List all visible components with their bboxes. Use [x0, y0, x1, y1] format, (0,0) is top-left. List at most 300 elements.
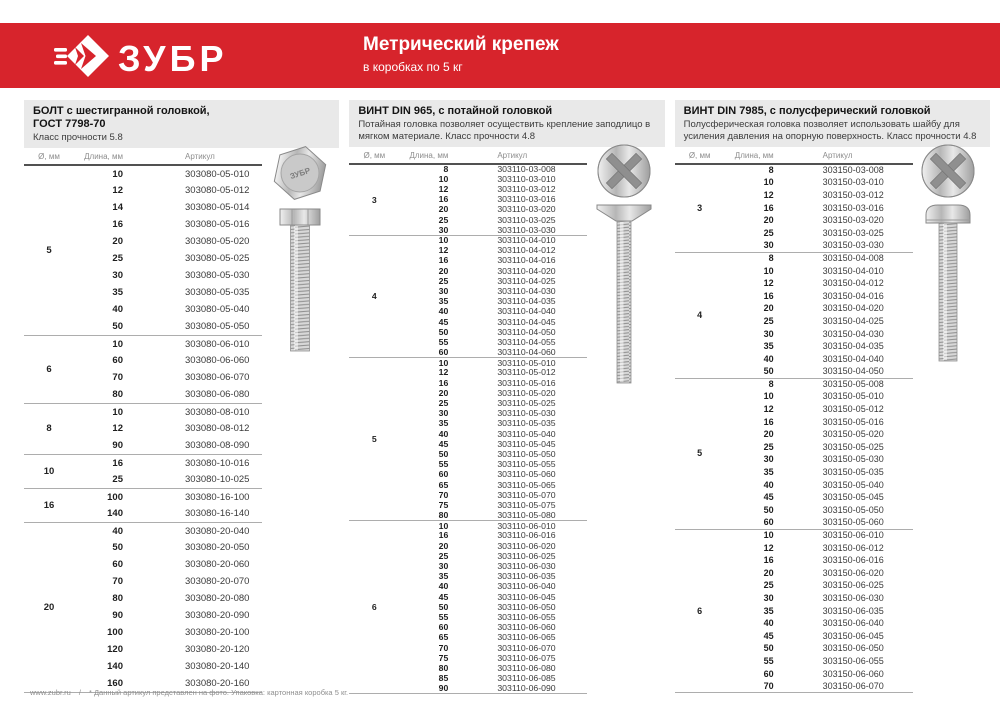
column-header-article: Артикул [185, 152, 215, 162]
length-cell: 40 [112, 525, 123, 537]
length-cell: 30 [763, 328, 774, 339]
length-cell: 10 [763, 177, 774, 188]
article-cell: 303080-20-070 [185, 576, 250, 588]
article-cell: 303150-05-008 [822, 379, 884, 390]
article-cell: 303110-05-020 [497, 387, 556, 398]
length-cell: 30 [438, 224, 449, 235]
article-cell: 303150-06-012 [822, 542, 884, 553]
page-title: Метрический крепеж [363, 34, 559, 55]
article-cell: 303150-04-008 [822, 253, 884, 264]
section-description: Класс прочности 5.8 [33, 132, 123, 144]
article-cell: 303110-05-012 [497, 367, 556, 378]
article-cell: 303150-06-070 [822, 680, 884, 691]
column-header-article: Артикул [497, 151, 528, 160]
article-cell: 303110-05-055 [497, 459, 556, 470]
length-cell: 90 [112, 610, 123, 622]
length-cell: 8 [768, 379, 774, 390]
article-cell: 303110-03-010 [497, 173, 556, 184]
length-cell: 8 [443, 164, 449, 175]
article-cell: 303150-06-035 [822, 605, 884, 616]
diameter-cell: 3 [697, 202, 703, 213]
length-cell: 16 [112, 219, 123, 231]
article-cell: 303150-06-025 [822, 580, 884, 591]
length-cell: 16 [438, 377, 449, 388]
length-cell: 55 [763, 655, 774, 666]
article-cell: 303150-04-016 [822, 290, 884, 301]
footer-divider: / [78, 688, 81, 697]
article-cell: 303110-06-020 [497, 540, 556, 551]
article-cell: 303110-04-045 [497, 316, 556, 327]
article-cell: 303110-06-016 [497, 530, 556, 541]
column-header-length: Длина, мм [84, 152, 123, 162]
table-row [675, 378, 913, 391]
article-cell: 303080-05-014 [185, 202, 250, 214]
diameter-cell: 5 [697, 448, 703, 459]
article-cell: 303110-04-020 [497, 265, 556, 276]
article-cell: 303150-04-050 [822, 366, 884, 377]
section-hex-bolt [24, 100, 339, 694]
article-cell: 303110-04-030 [497, 285, 556, 296]
length-cell: 90 [438, 683, 449, 694]
length-cell: 40 [112, 304, 123, 316]
table-row [24, 335, 262, 352]
article-cell: 303080-05-020 [185, 236, 250, 248]
length-cell: 16 [438, 255, 449, 266]
length-cell: 55 [438, 459, 449, 470]
length-cell: 30 [112, 270, 123, 282]
length-cell: 10 [763, 265, 774, 276]
article-cell: 303080-05-010 [185, 168, 250, 180]
length-cell: 35 [438, 418, 449, 429]
footer [30, 688, 348, 697]
length-cell: 35 [763, 605, 774, 616]
article-cell: 303150-04-025 [822, 315, 884, 326]
article-cell: 303080-20-140 [185, 661, 250, 673]
diameter-cell: 4 [697, 309, 703, 320]
diameter-group [24, 165, 262, 335]
article-cell: 303080-06-010 [185, 338, 250, 350]
article-cell: 303110-06-070 [497, 642, 556, 653]
length-cell: 100 [107, 491, 123, 503]
table-row [349, 164, 587, 174]
length-cell: 60 [112, 559, 123, 571]
length-cell: 10 [438, 357, 449, 368]
diameter-cell: 10 [43, 465, 55, 477]
article-cell: 303150-05-025 [822, 441, 884, 452]
length-cell: 65 [438, 632, 449, 643]
article-cell: 303110-05-035 [497, 418, 556, 429]
length-cell: 80 [438, 662, 449, 673]
footer-note: * Данный артикул представлен на фото. Упаковка: картонная коробка 5 кг. [88, 688, 349, 697]
diameter-cell: 8 [46, 423, 52, 435]
length-cell: 10 [112, 406, 123, 418]
header-band [0, 23, 1000, 88]
length-cell: 70 [763, 680, 774, 691]
article-cell: 303110-04-025 [497, 275, 556, 286]
hex-bolt-photo [257, 143, 343, 360]
length-cell: 40 [438, 428, 449, 439]
article-cell: 303110-04-035 [497, 296, 556, 307]
length-cell: 55 [438, 336, 449, 347]
article-cell: 303080-08-090 [185, 440, 250, 451]
diameter-group [675, 529, 913, 693]
length-cell: 20 [763, 429, 774, 440]
length-cell: 16 [763, 555, 774, 566]
length-cell: 30 [763, 454, 774, 465]
diameter-cell: 5 [46, 245, 52, 256]
article-cell: 303150-03-025 [822, 227, 884, 238]
length-cell: 40 [438, 306, 449, 317]
article-cell: 303150-05-045 [822, 492, 884, 503]
article-cell: 303110-05-040 [497, 428, 556, 439]
length-cell: 20 [438, 265, 449, 276]
article-cell: 303150-05-010 [822, 391, 884, 402]
diameter-group [675, 164, 913, 252]
length-cell: 60 [438, 469, 449, 480]
length-cell: 16 [763, 290, 774, 301]
article-cell: 303110-06-060 [497, 622, 556, 633]
length-cell: 50 [112, 542, 123, 554]
length-cell: 10 [438, 235, 449, 246]
section-countersunk-screw [349, 100, 664, 694]
article-cell: 303080-06-070 [185, 372, 250, 384]
page-subtitle: в коробках по 5 кг [363, 60, 463, 74]
table-row [24, 403, 262, 420]
diameter-group [675, 378, 913, 529]
table-row [675, 164, 913, 177]
article-cell: 303080-05-035 [185, 287, 250, 299]
length-cell: 20 [763, 215, 774, 226]
article-cell: 303150-05-012 [822, 404, 884, 415]
diameter-cell: 4 [371, 291, 377, 302]
length-cell: 60 [763, 668, 774, 679]
length-cell: 30 [438, 561, 449, 572]
article-cell: 303110-03-008 [497, 164, 556, 175]
length-cell: 50 [438, 326, 449, 337]
article-cell: 303110-06-050 [497, 601, 556, 612]
length-cell: 45 [763, 630, 774, 641]
article-cell: 303110-06-040 [497, 581, 556, 592]
length-cell: 16 [763, 416, 774, 427]
diameter-cell: 6 [371, 601, 377, 612]
column-header-length: Длина, мм [734, 151, 774, 160]
article-cell: 303110-05-075 [497, 499, 556, 510]
section-title: БОЛТ с шестигранной головкой, [33, 105, 210, 117]
spec-table [24, 152, 262, 693]
length-cell: 25 [438, 550, 449, 561]
article-cell: 303080-20-120 [185, 644, 250, 656]
length-cell: 30 [763, 592, 774, 603]
article-cell: 303110-03-030 [497, 224, 556, 235]
length-cell: 40 [763, 479, 774, 490]
length-cell: 140 [107, 508, 123, 519]
length-cell: 85 [438, 673, 449, 684]
countersunk-screw-photo [587, 143, 661, 398]
article-cell: 303080-10-016 [185, 457, 250, 469]
article-cell: 303110-06-065 [497, 632, 556, 643]
article-cell: 303110-05-045 [497, 438, 556, 449]
length-cell: 25 [763, 580, 774, 591]
diameter-group [24, 522, 262, 692]
table-row [24, 488, 262, 505]
article-cell: 303150-03-016 [822, 202, 884, 213]
article-cell: 303080-20-040 [185, 525, 250, 537]
spec-table [675, 151, 913, 693]
length-cell: 45 [438, 591, 449, 602]
table-row [24, 454, 262, 471]
article-cell: 303110-04-012 [497, 245, 556, 256]
diameter-group [24, 335, 262, 403]
article-cell: 303150-06-045 [822, 630, 884, 641]
article-cell: 303150-03-030 [822, 240, 884, 251]
length-cell: 50 [112, 321, 123, 332]
article-cell: 303080-20-060 [185, 559, 250, 571]
column-header-length: Длина, мм [409, 151, 449, 160]
length-cell: 20 [438, 387, 449, 398]
section-info-box [675, 100, 990, 147]
article-cell: 303150-04-020 [822, 303, 884, 314]
length-cell: 25 [438, 275, 449, 286]
article-cell: 303110-05-065 [497, 479, 556, 490]
article-cell: 303150-04-010 [822, 265, 884, 276]
article-cell: 303110-06-045 [497, 591, 556, 602]
diameter-group [24, 403, 262, 454]
article-cell: 303110-05-030 [497, 408, 556, 419]
article-cell: 303110-06-090 [497, 683, 556, 694]
article-cell: 303080-16-100 [185, 491, 250, 503]
article-cell: 303080-08-012 [185, 423, 250, 435]
diameter-cell: 20 [43, 601, 55, 613]
article-cell: 303150-04-012 [822, 278, 884, 289]
length-cell: 45 [438, 316, 449, 327]
article-cell: 303150-06-030 [822, 592, 884, 603]
diameter-group [349, 521, 587, 694]
length-cell: 12 [438, 184, 449, 195]
length-cell: 12 [763, 542, 774, 553]
length-cell: 16 [438, 530, 449, 541]
length-cell: 140 [107, 661, 123, 673]
length-cell: 25 [438, 214, 449, 225]
article-cell: 303080-20-080 [185, 593, 250, 605]
article-cell: 303110-05-016 [497, 377, 556, 388]
diameter-group [675, 252, 913, 378]
length-cell: 60 [438, 622, 449, 633]
article-cell: 303150-05-050 [822, 504, 884, 515]
article-cell: 303110-05-050 [497, 448, 556, 459]
length-cell: 80 [112, 389, 123, 400]
article-cell: 303110-06-035 [497, 571, 556, 582]
article-cell: 303080-20-160 [185, 678, 250, 689]
article-cell: 303080-10-025 [185, 474, 250, 485]
article-cell: 303150-06-060 [822, 668, 884, 679]
table-row [675, 252, 913, 265]
length-cell: 70 [112, 372, 123, 384]
table-row [349, 521, 587, 531]
length-cell: 16 [438, 194, 449, 205]
article-cell: 303110-05-010 [497, 357, 556, 368]
article-cell: 303150-05-040 [822, 479, 884, 490]
length-cell: 30 [763, 240, 774, 251]
section-pan-head-screw [675, 100, 990, 694]
length-cell: 35 [763, 467, 774, 478]
length-cell: 10 [763, 391, 774, 402]
article-cell: 303150-04-035 [822, 341, 884, 352]
table-row [349, 358, 587, 368]
length-cell: 40 [763, 618, 774, 629]
pan-head-screw-photo [908, 143, 988, 378]
length-cell: 75 [438, 652, 449, 663]
article-cell: 303150-06-016 [822, 555, 884, 566]
length-cell: 45 [763, 492, 774, 503]
length-cell: 20 [438, 540, 449, 551]
length-cell: 50 [763, 366, 774, 377]
length-cell: 8 [768, 165, 774, 176]
length-cell: 25 [763, 441, 774, 452]
length-cell: 8 [768, 253, 774, 264]
article-cell: 303110-04-040 [497, 306, 556, 317]
length-cell: 40 [763, 353, 774, 364]
article-cell: 303150-05-060 [822, 517, 884, 528]
article-cell: 303080-20-090 [185, 610, 250, 622]
length-cell: 60 [112, 355, 123, 367]
length-cell: 12 [438, 367, 449, 378]
article-cell: 303080-05-012 [185, 185, 250, 197]
table-row [675, 529, 913, 542]
table-row [349, 235, 587, 245]
section-title: ВИНТ DIN 965, с потайной головкой [358, 105, 553, 117]
article-cell: 303110-05-080 [497, 509, 556, 520]
column-header-article: Артикул [822, 151, 853, 160]
length-cell: 30 [438, 408, 449, 419]
diameter-cell: 5 [371, 433, 377, 444]
article-cell: 303150-05-035 [822, 467, 884, 478]
length-cell: 60 [438, 346, 449, 357]
article-cell: 303080-05-030 [185, 270, 250, 282]
diameter-group [349, 358, 587, 521]
article-cell: 303110-05-070 [497, 489, 556, 500]
length-cell: 100 [107, 627, 123, 639]
length-cell: 12 [763, 189, 774, 200]
length-cell: 35 [438, 571, 449, 582]
length-cell: 70 [438, 489, 449, 500]
article-cell: 303110-06-075 [497, 652, 556, 663]
article-cell: 303150-03-020 [822, 215, 884, 226]
length-cell: 25 [763, 315, 774, 326]
article-cell: 303110-06-085 [497, 673, 556, 684]
section-description: Потайная головка позволяет осуществить крепление заподлицо в мягком материале. Класс прочности 4.8 [358, 119, 651, 143]
length-cell: 70 [112, 576, 123, 588]
article-cell: 303110-03-016 [497, 194, 556, 205]
article-cell: 303150-04-040 [822, 353, 884, 364]
section-description: Полусферическая головка позволяет использовать шайбу для усиления давления на опорную поверхность. Класс прочности 4.8 [683, 119, 977, 143]
length-cell: 12 [112, 185, 123, 197]
diameter-group [24, 454, 262, 488]
article-cell: 303150-06-020 [822, 567, 884, 578]
article-cell: 303110-05-060 [497, 469, 556, 480]
length-cell: 35 [763, 341, 774, 352]
diameter-cell: 6 [46, 363, 52, 375]
article-cell: 303150-03-012 [822, 189, 884, 200]
length-cell: 10 [438, 173, 449, 184]
length-cell: 75 [438, 499, 449, 510]
length-cell: 70 [438, 642, 449, 653]
length-cell: 80 [112, 593, 123, 605]
section-title: ВИНТ DIN 7985, с полусферический головкой [683, 105, 931, 117]
length-cell: 10 [112, 168, 123, 180]
article-cell: 303150-03-008 [822, 165, 884, 176]
length-cell: 25 [438, 398, 449, 409]
article-cell: 303110-04-010 [497, 235, 556, 246]
length-cell: 30 [438, 285, 449, 296]
article-cell: 303080-05-040 [185, 304, 250, 316]
length-cell: 10 [763, 530, 774, 541]
table-row [24, 165, 262, 182]
article-cell: 303080-06-060 [185, 355, 250, 367]
article-cell: 303150-06-055 [822, 655, 884, 666]
diameter-cell: 6 [697, 605, 703, 616]
article-cell: 303080-05-025 [185, 253, 250, 265]
column-header-diameter: Ø, мм [363, 151, 386, 160]
catalog-columns [24, 100, 990, 694]
site-url[interactable]: www.zubr.ru [30, 688, 71, 697]
length-cell: 25 [112, 474, 123, 485]
length-cell: 25 [112, 253, 123, 265]
length-cell: 50 [438, 448, 449, 459]
article-cell: 303150-06-010 [822, 530, 884, 541]
spec-table [349, 151, 587, 694]
article-cell: 303080-08-010 [185, 406, 250, 418]
article-cell: 303110-03-025 [497, 214, 556, 225]
length-cell: 20 [763, 303, 774, 314]
section-title-line2: ГОСТ 7798-70 [33, 118, 106, 131]
length-cell: 16 [763, 202, 774, 213]
article-cell: 303110-06-030 [497, 561, 556, 572]
length-cell: 55 [438, 611, 449, 622]
article-cell: 303110-06-010 [497, 520, 556, 531]
article-cell: 303150-06-050 [822, 643, 884, 654]
length-cell: 14 [112, 202, 123, 214]
article-cell: 303110-05-025 [497, 398, 556, 409]
length-cell: 90 [112, 440, 123, 451]
length-cell: 10 [112, 338, 123, 350]
length-cell: 12 [763, 278, 774, 289]
length-cell: 45 [438, 438, 449, 449]
article-cell: 303150-05-030 [822, 454, 884, 465]
article-cell: 303110-03-020 [497, 204, 556, 215]
length-cell: 16 [112, 457, 123, 469]
length-cell: 20 [112, 236, 123, 248]
svg-text:ЗУБР: ЗУБР [289, 165, 312, 181]
article-cell: 303150-05-016 [822, 416, 884, 427]
length-cell: 12 [112, 423, 123, 435]
article-cell: 303150-03-010 [822, 177, 884, 188]
table-row [24, 522, 262, 539]
article-cell: 303080-20-100 [185, 627, 250, 639]
length-cell: 50 [438, 601, 449, 612]
article-cell: 303110-06-055 [497, 611, 556, 622]
article-cell: 303080-05-016 [185, 219, 250, 231]
article-cell: 303150-05-020 [822, 429, 884, 440]
brand-logo [54, 33, 227, 84]
length-cell: 12 [438, 245, 449, 256]
length-cell: 10 [438, 520, 449, 531]
length-cell: 35 [112, 287, 123, 299]
length-cell: 20 [438, 204, 449, 215]
column-header-diameter: Ø, мм [38, 152, 60, 162]
article-cell: 303080-20-050 [185, 542, 250, 554]
article-cell: 303150-04-030 [822, 328, 884, 339]
diameter-group [349, 235, 587, 357]
